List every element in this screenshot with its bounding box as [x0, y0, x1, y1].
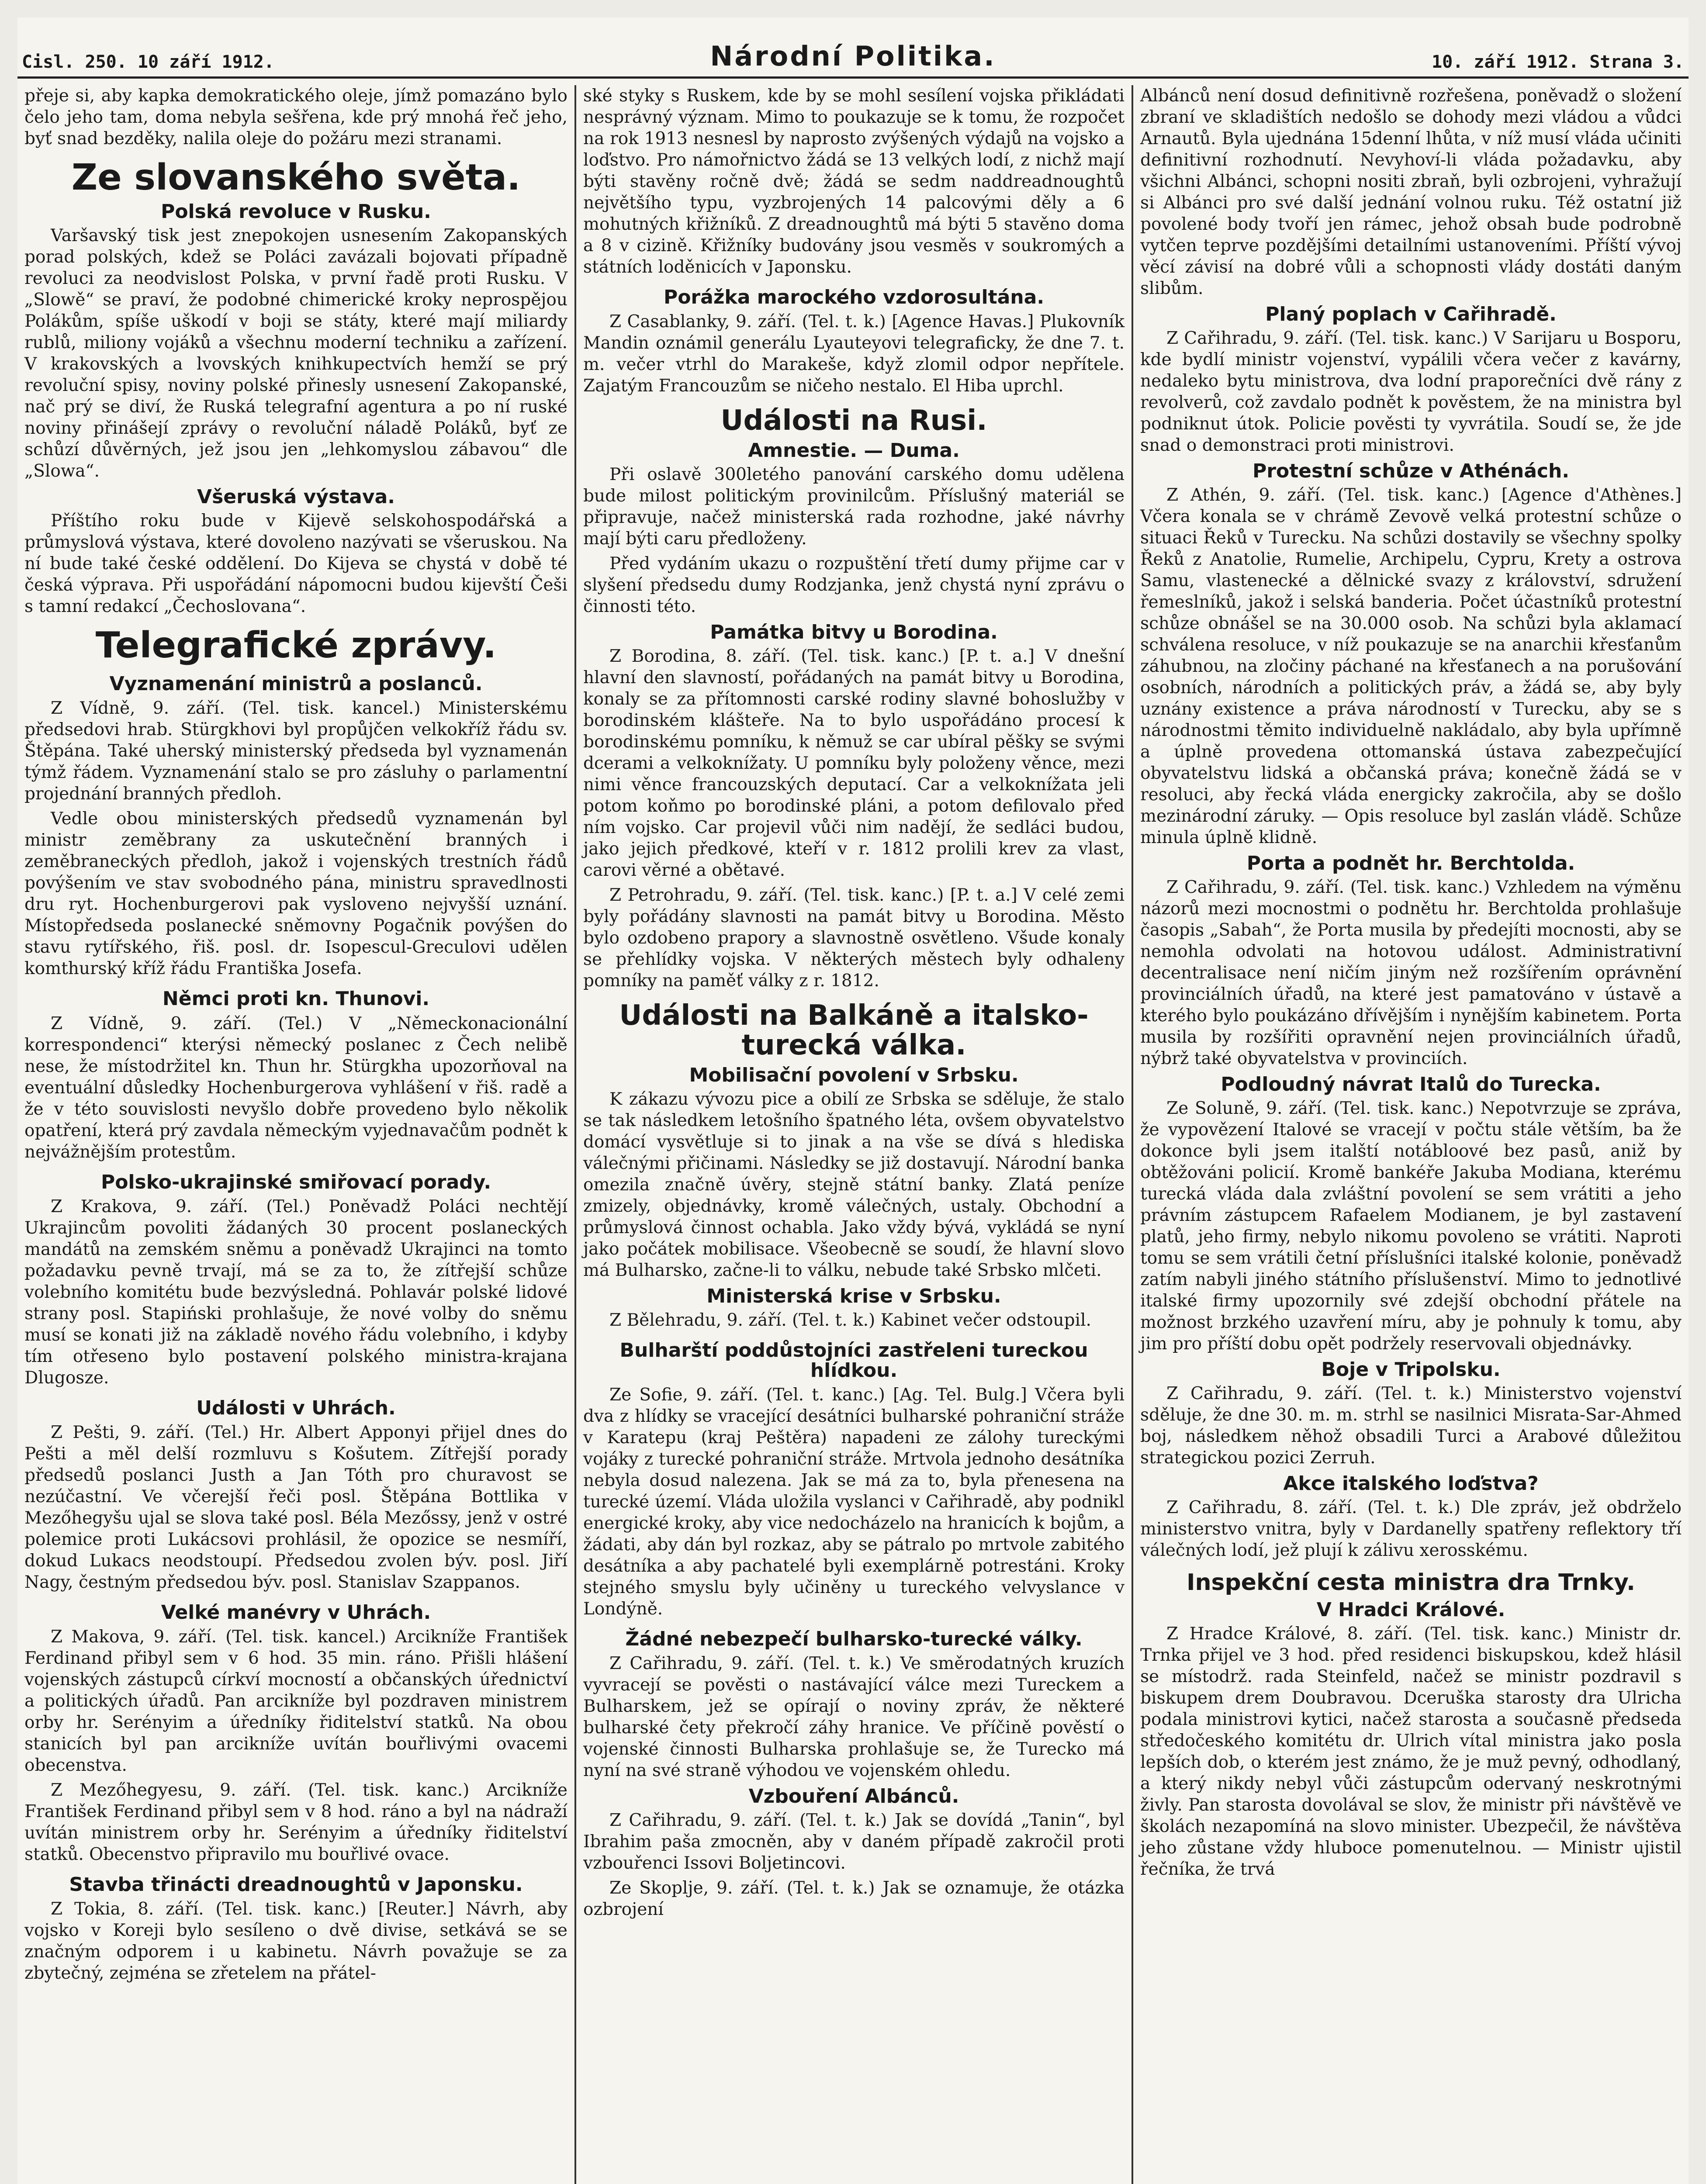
- section-heading: Události na Rusi.: [720, 404, 987, 437]
- article-text: Před vydáním ukazu o rozpuštění třetí dumy přijme car v slyšení předsedu dumy Rodzjanka, jenž chystá nyní zprávu o činnosti této.: [583, 554, 1125, 617]
- article-text: Ze Soluně, 9. září. (Tel. tisk. kanc.) Nepotvrzuje se zpráva, že vypovězení Italové se vracejí v počtu stále větším, ba že dokonce byli jsem italští notábloové bez pasů, aniž by obtěžováni policií. Kromě bankéře Jakuba Modiana, kterému turecká vláda dala zvláštní povolení se sem vrátiti a jeho právním zástupcem Rafaelem Modianem, je byl zastavení platů, jeho firmy, nebylo nikomu povoleno se vrátiti. Naproti tomu se sem vrátili četní příslušníci italské kolonie, poněvadž zatím nabyli jiného státního příslušenství. Mimo to jednotlivé italské firmy upozornily své zdejší obchodní přátele na možnost brzkého uzavření míru, aby je pohnuly k tomu, aby jim pro příští dobu opět podržely reservovali objednávky.: [1140, 1099, 1682, 1354]
- article-text: Z Cařihradu, 8. září. (Tel. t. k.) Dle zpráv, jež obdrželo ministerstvo vnitra, byly v Dardanelly spatřeny reflektory tří válečných lodí, jež plují k zálivu xerosskému.: [1140, 1498, 1682, 1560]
- article-text: Z Makova, 9. září. (Tel. tisk. kancel.) Arcikníže František Ferdinand přibyl sem v 6 hod. 35 min. ráno. Přišli hlášení vojenských zástupců církví mocností a občanských úřednictví a politických úřadů. Pan arcikníže byl pozdraven ministrem orby hr. Serényim a úředníky řiditelství statků. Na obou stanicích byl pan arcikníže uvítán bouřlivými ovacemi obecenstva.: [24, 1627, 568, 1776]
- article-text: Albánců není dosud definitivně rozřešena, poněvadž o složení zbraní ve skladištích nedošlo se dohody mezi vládou a vůdci Arnautů. Byla ujednána 15denní lhůta, v níž musí vláda učiniti definitivní rozhodnutí. Nevyhoví-li vláda požadavku, aby všichni Albánci, schopni nositi zbraň, byli ozbrojeni, vyhražují si Albánci pro své další jednání volnou ruku. Též ostatní již povolené body tvoří jen rámec, jehož obsah bude podrobně vytčen teprve pozdějšími detailními ustanoveními. Příští vývoj věcí závisí na dobré vůli a schopnosti vlády dostáti daným slibům.: [1140, 86, 1682, 298]
- article-heading: Boje v Tripolsku.: [1321, 1358, 1501, 1381]
- article-heading: Polská revoluce v Rusku.: [161, 200, 431, 223]
- article-heading: Bulharští poddůstojníci zastřeleni tureckou hlídkou.: [619, 1339, 1088, 1382]
- article-heading: Velké manévry v Uhrách.: [161, 1601, 431, 1624]
- article-text: přeje si, aby kapka demokratického oleje, jímž pomazáno bylo čelo jeho tam, doma nebyla sešřena, kde prý mnohá řeč jeho, byť snad bezděky, nalila oleje do požáru mezi stranami.: [24, 86, 568, 149]
- article-heading: Podloudný návrat Italů do Turecka.: [1221, 1073, 1601, 1095]
- article-text: Z Cařihradu, 9. září. (Tel. tisk. kanc.) Vzhledem na výměnu názorů mezi mocnostmi o podnětu hr. Berchtolda prohlašuje časopis „Sabah“, že Porta musila by předejíti mocnosti, aby se nemohla odvolati na hotovou událost. Administrativní decentralisace není ničím jiným než rozšířením oprávnění provinciálních úřadů, na které jest pamatováno v ústavě a kterého bylo poukázáno dřívějším i nynějším kabinetem. Porta musila by rozšířiti opravnění nejen provinciálních úřadů, nýbrž také obyvatelstva v provinciích.: [1140, 878, 1682, 1068]
- issue-info: Cisl. 250. 10 září 1912.: [22, 52, 274, 72]
- article-text: Z Bělehradu, 9. září. (Tel. t. k.) Kabinet večer odstoupil.: [609, 1310, 1091, 1330]
- page-header: [17, 17, 1689, 79]
- article-text: Příštího roku bude v Kijevě selskohospodářská a průmyslová výstava, které dovoleno nazývati se všeruskou. Na ní bude také české oddělení. Do Kijeva se chystá v době té česká výprava. Při uspořádání nápomocni budou kijevští Češi s tamní redakcí „Čechoslovana“.: [24, 511, 568, 617]
- article-text: Varšavský tisk jest znepokojen usnesením Zakopanských porad polských, kdež se Poláci zavázali bojovati případně revoluci za neodvislost Polska, v první řadě proti Rusku. V „Slowě“ se praví, že podobné chimerické kroky neprospějou Polákům, spíše uškodí v boji se státy, které mají miliardy rublů, miliony vojáků a všechnu moderní techniku a zařízení. V krakovských a lvovských knihkupectvích hemží se prý revoluční spisy, noviny polské přinesly usnesení Zakopanské, nač prý se diví, že Ruská telegrafní agentura a po ní ruské noviny přinášejí zprávy o revoluční náladě Poláků, byť ze schůzí důvěrných, jež jsou jen „lehkomyslou zábavou“ dle „Slowa“.: [24, 226, 568, 481]
- article-heading: Vzbouření Albánců.: [748, 1785, 959, 1808]
- article-heading: V Hradci Králové.: [1316, 1598, 1505, 1621]
- article-text: Z Petrohradu, 9. září. (Tel. tisk. kanc.) [P. t. a.] V celé zemi byly pořádány slavnosti na památ bitvy u Borodina. Město bylo ozdobeno prapory a slavnostně osvětleno. Všude konaly se přehlídky vojska. V některých městech byly odhaleny pomníky na paměť války z r. 1812.: [583, 885, 1125, 991]
- article-text: Z Cařihradu, 9. září. (Tel. tisk. kanc.) V Sarijaru u Bosporu, kde bydlí ministr vojenství, vypálili včera večer z kavárny, nedaleko bytu ministrova, dva lodní praporečníci dvě rány z revolverů, což zavdalo podnět k pověstem, že na ministra byl podniknut útok. Policie pověsti ty vyvrátila. Soudí se, že jde snad o demonstraci proti ministrovi.: [1140, 328, 1682, 455]
- article-heading: Ministerská krise v Srbsku.: [706, 1285, 1001, 1307]
- article-text: Z Vídně, 9. září. (Tel.) V „Německonacionální korrespondenci“ kterýsi německý poslanec z Čech nelibě nese, že místodržitel kn. Thun hr. Stürgkha upozorňoval na eventuální důsledky Hochenburgerova vyhlášení v řiš. radě a že v této souvislosti nevyšlo dobře provedeno bylo několik opatření, která prý zavdala německým vyjednavačům podnět k nejvážnějším protestům.: [24, 1013, 568, 1162]
- newspaper-title: Národní Politika.: [710, 40, 996, 72]
- columns: [17, 85, 1689, 2184]
- article-text: Z Athén, 9. září. (Tel. tisk. kanc.) [Agence d'Athènes.] Včera konala se v chrámě Zevově velká protestní schůze o situaci Řeků v Turecku. Na schůzi dostavily se všechny spolky Řeků z Anatolie, Rumelie, Archipelu, Cypru, Krety a ostrova Samu, vlastenecké a dělnické svazy z království, sdružení řemeslníků, jakož i selská banderia. Počet účastníků protestní schůze obnášel se na 30.000 osob. Na schůzi byla aklamací schválena resoluce, v níž poukazuje se na anarchii křesťanům záhubnou, na zločiny páchané na křesťanech a na porušování osobních, národních a politických práv, a žádá se, aby byly uznány existence a práva národností v Turecku, aby se s národnostmi těmito individuelně nakládalo, aby byla upřímně a úplně provedena ottomanská ústava zabezpečující obyvatelstvu lidská a občanská práva; konečně žádá se v resoluci, aby řecká vláda energicky zakročila, aby se došlo mezinárodní záruky. — Opis resoluce byl zaslán vládě. Schůze minula úplně klidně.: [1140, 485, 1682, 847]
- article-text: Z Tokia, 8. září. (Tel. tisk. kanc.) [Reuter.] Návrh, aby vojsko v Koreji bylo sesíleno o dvě divise, setkává se se značným odporem i u kabinetu. Návrh považuje se za zbytečný, zejména se zřetelem na přátel-: [24, 1899, 568, 1984]
- article-heading: Žádné nebezpečí bulharsko-turecké války.: [625, 1628, 1083, 1651]
- article-heading: Události v Uhrách.: [196, 1396, 396, 1419]
- column-1: [17, 85, 574, 2184]
- article-heading: Protestní schůze v Athénách.: [1252, 460, 1570, 482]
- article-text: Z Cařihradu, 9. září. (Tel. t. k.) Jak se dovídá „Tanin“, byl Ibrahim paša zmocněn, aby v daném případě zakročil proti vzbouřenci Issovi Boljetincovi.: [583, 1811, 1125, 1873]
- date-page-info: 10. září 1912. Strana 3.: [1432, 52, 1684, 72]
- article-text: Při oslavě 300letého panování carského domu udělena bude milost politickým provinilcům. Příslušný materiál se připravuje, načež ministerská rada rozhodne, jaké návrhy mají býti caru předloženy.: [583, 465, 1125, 549]
- article-heading: Mobilisační povolení v Srbsku.: [689, 1064, 1019, 1086]
- article-heading: Akce italského loďstva?: [1283, 1472, 1539, 1495]
- column-2: [574, 85, 1132, 2184]
- article-heading: Stavba třinácti dreadnoughtů v Japonsku.: [69, 1873, 523, 1896]
- article-text: Z Cařihradu, 9. září. (Tel. t. k.) Ve směrodatných kruzích vyvracejí se pověsti o nastávající válce mezi Tureckem a Bulharskem, jež se opírají o noviny zpráv, že některé bulharské čety překročí záhy hranice. Ve příčině pověstí o vojenské činnosti Bulharska prohlašuje se, že Turecko má nyní na své straně výhodou ve vojenském ohledu.: [583, 1654, 1125, 1781]
- article-text: Z Hradce Králové, 8. září. (Tel. tisk. kanc.) Ministr dr. Trnka přijel ve 3 hod. před residenci biskupskou, kdež hlásil se místodrž. rada Steinfeld, načež se ministr pozdravil s biskupem drem Doubravou. Dceruška starosty dra Ulricha podala ministrovi kytici, načež starosta a současně předseda středočeského komitétu dr. Ulrich vítal ministra jako posla lepších dob, o kterém jest známo, že je muž pevný, odhodlaný, a který nikdy nebyl vůči zástupcům odervaný neskrotnými živly. Pan starosta dovolával se slov, že ministr při návštěvě ve školách nezapomíná na slovo minister. Ubezpečil, že návštěva jeho zůstane vždy hluboce pomenutelnou. — Ministr ujistil řečníka, že trvá: [1140, 1624, 1682, 1879]
- article-text: Ze Skoplje, 9. září. (Tel. t. k.) Jak se oznamuje, že otázka ozbrojení: [583, 1878, 1125, 1920]
- section-heading: Události na Balkáně a italsko-turecká válka.: [619, 999, 1089, 1061]
- article-heading: Všeruská výstava.: [197, 486, 395, 508]
- article-heading: Porážka marockého vzdorosultána.: [663, 286, 1045, 308]
- article-text: Ze Sofie, 9. září. (Tel. t. kanc.) [Ag. Tel. Bulg.] Včera byli dva z hlídky se vracející desátníci bulharské pohraniční stráže v Karatepu (kraj Peštěra) napadeni ze zálohy tureckými vojáky z turecké pohraniční stráže. Mrtvola jednoho desátníka nebyla dosud nalezena. Jak se má za to, byla přenesena na turecké území. Vláda uložila vyslanci v Cařihradě, aby podnikl energické kroky, aby vice nedocházelo na hranicích k bojům, a žádati, aby dán byl rozkaz, aby se pátralo po mrtvole zabitého desátníka a aby pachatelé byli exemplárně potrestáni. Kroky stejného smyslu byly učiněny u tureckého velvyslance v Londýně.: [583, 1385, 1125, 1619]
- article-heading: Němci proti kn. Thunovi.: [162, 988, 430, 1010]
- article-heading: Amnestie. — Duma.: [748, 439, 960, 462]
- article-text: Vedle obou ministerských předsedů vyznamenán byl ministr zeměbrany za uskutečnění branných i zeměbraneckých předloh, jakož i vojenských trestních řádů povýšením ve stav svobodného pána, ministru spravedlnosti dru ryt. Hochenburgerovi pak vysloveno nejvyšší uznání. Místopředseda poslanecké sněmovny Pogačnik povýšen do stavu rytířského, řiš. posl. dr. Isopescul-Greculovi udělen komthurský kříž řádu Františka Josefa.: [24, 809, 568, 979]
- column-3: [1132, 85, 1689, 2184]
- section-heading: Inspekční cesta ministra dra Trnky.: [1187, 1569, 1635, 1596]
- section-heading: Telegrafické zprávy.: [95, 625, 497, 667]
- article-text: ské styky s Ruskem, kde by se mohl sesílení vojska přikládati nesprávný význam. Mimo to poukazuje se k tomu, že rozpočet na rok 1913 nesnesl by naprosto zvýšených výdajů na vojsko a loďstvo. Pro námořnictvo žádá se 13 velkých lodí, z nichž mají býti stavěny ročně dvě; žádá se sedm naddreadnoughtů největšího typu, vyzbrojených 14 palcovými děly a 6 mohutných křižníků. Z dreadnoughtů má býti 5 stavěno doma a 8 v cizině. Křižníky budovány jsou vesměs v soukromých a státních loděnicích v Japonsku.: [583, 86, 1125, 277]
- article-text: K zákazu vývozu pice a obilí ze Srbska se sděluje, že stalo se tak následkem letošního špatného léta, ovšem obyvatelstvo domácí vysvětluje si to jinak a na vše se dívá s hlediska válečnými přičinami. Následky se již dostavují. Národní banka omezila značně úvěry, stejně státní banky. Zlatá peníze zmizely, objednávky, kromě válečných, ustaly. Obchodní a průmyslová činnost ochabla. Jako vždy bývá, vykládá se nyní jako počátek mobilisace. Všeobecně se soudí, že hlavní slovo má Bulharsko, začne-li to válku, nebude také Srbsko mlčeti.: [583, 1089, 1125, 1280]
- newspaper-page: [17, 17, 1689, 2184]
- article-heading: Památka bitvy u Borodina.: [710, 621, 998, 644]
- article-text: Z Krakova, 9. září. (Tel.) Poněvadž Poláci nechtějí Ukrajincům povoliti žádaných 30 procent poslaneckých mandátů na zemském sněmu a poněvadž Ukrajinci na tomto požadavku pevně trvají, má se za to, že zítřejší schůze volebního komitétu bude bezvýsledná. Pohlavár polské lidové strany posl. Stapiński prohlašuje, že nové volby do sněmu musí se konati již na základě nového řádu volebního, i kdyby tím otřeseno bylo postavení polského ministra-krajana Dlugosze.: [24, 1196, 568, 1388]
- article-text: Z Vídně, 9. září. (Tel. tisk. kancel.) Ministerskému předsedovi hrab. Stürgkhovi byl propůjčen velkokříž řádu sv. Štěpána. Také uherský ministerský předseda byl vyznamenán týmž řádem. Vyznamenání stalo se pro zásluhy o parlamentní projednání branných předloh.: [24, 698, 568, 804]
- article-text: Z Borodina, 8. září. (Tel. tisk. kanc.) [P. t. a.] V dnešní hlavní den slavností, pořádaných na památ bitvy u Borodina, konaly se za přítomnosti carské rodiny slavné bohoslužby v borodinském klášteře. Na to bylo uspořádáno procesí k borodinskému pomníku, k němuž se car ubíral pěšky se svými dcerami a velkoknížaty. U pomníku byly položeny věnce, mezi nimi věnce francouzských deputací. Car a velkoknížata jeli potom koňmo po borodinské pláni, a potom defilovalo před ním vojsko. Car projevil vůči nim nadějí, že sedláci budou, jako jejich předkové, kteří v r. 1812 prolili krev za vlast, carovi věrné a obětavé.: [583, 646, 1125, 881]
- article-heading: Polsko-ukrajinské smiřovací porady.: [100, 1171, 491, 1193]
- article-heading: Porta a podnět hr. Berchtolda.: [1246, 852, 1575, 874]
- article-text: Z Mezőhegyesu, 9. září. (Tel. tisk. kanc.) Arcikníže František Ferdinand přibyl sem v 8 hod. ráno a byl na nádraží uvítán ministrem orby hr. Serényim a úředníky řiditelství statků. Obecenstvo připravilo mu bouřlivé ovace.: [24, 1780, 568, 1865]
- section-heading: Ze slovanského světa.: [71, 157, 521, 198]
- article-text: Z Casablanky, 9. září. (Tel. t. k.) [Agence Havas.] Plukovník Mandin oznámil generálu Lyauteyovi telegraficky, že dne 7. t. m. večer vtrhl do Marakeše, když zlomil odpor nepřítele. Zajatým Francouzům se ničeho nestalo. El Hiba uprchl.: [583, 312, 1125, 396]
- article-text: Z Cařihradu, 9. září. (Tel. t. k.) Ministerstvo vojenství sděluje, že dne 30. m. m. strhl se nasilnici Misrata-Sar-Ahmed boj, následkem něhož obsadili Turci a Arabové důležitou strategickou pozici Zerruh.: [1140, 1384, 1682, 1468]
- article-heading: Planý poplach v Cařihradě.: [1265, 303, 1557, 325]
- article-heading: Vyznamenání ministrů a poslanců.: [109, 673, 483, 695]
- article-text: Z Pešti, 9. září. (Tel.) Hr. Albert Apponyi přijel dnes do Pešti a měl delší rozmluvu s Košutem. Zítřejší porady předsedů poslanci Justh a Jan Tóth pro churavost se nezúčastní. Ve včerejší řeči posl. Štěpána Bottlika v Mezőhegyšu ujal se slova také posl. Béla Mezőssy, jenž v ostré polemice proti Lukácsovi prohlásil, že opozice se nesmíří, dokud Lukacs neodstoupí. Předsedou zvolen býv. posl. Jiří Nagy, čestným předsedou býv. posl. Stanislav Szappanos.: [24, 1422, 568, 1592]
